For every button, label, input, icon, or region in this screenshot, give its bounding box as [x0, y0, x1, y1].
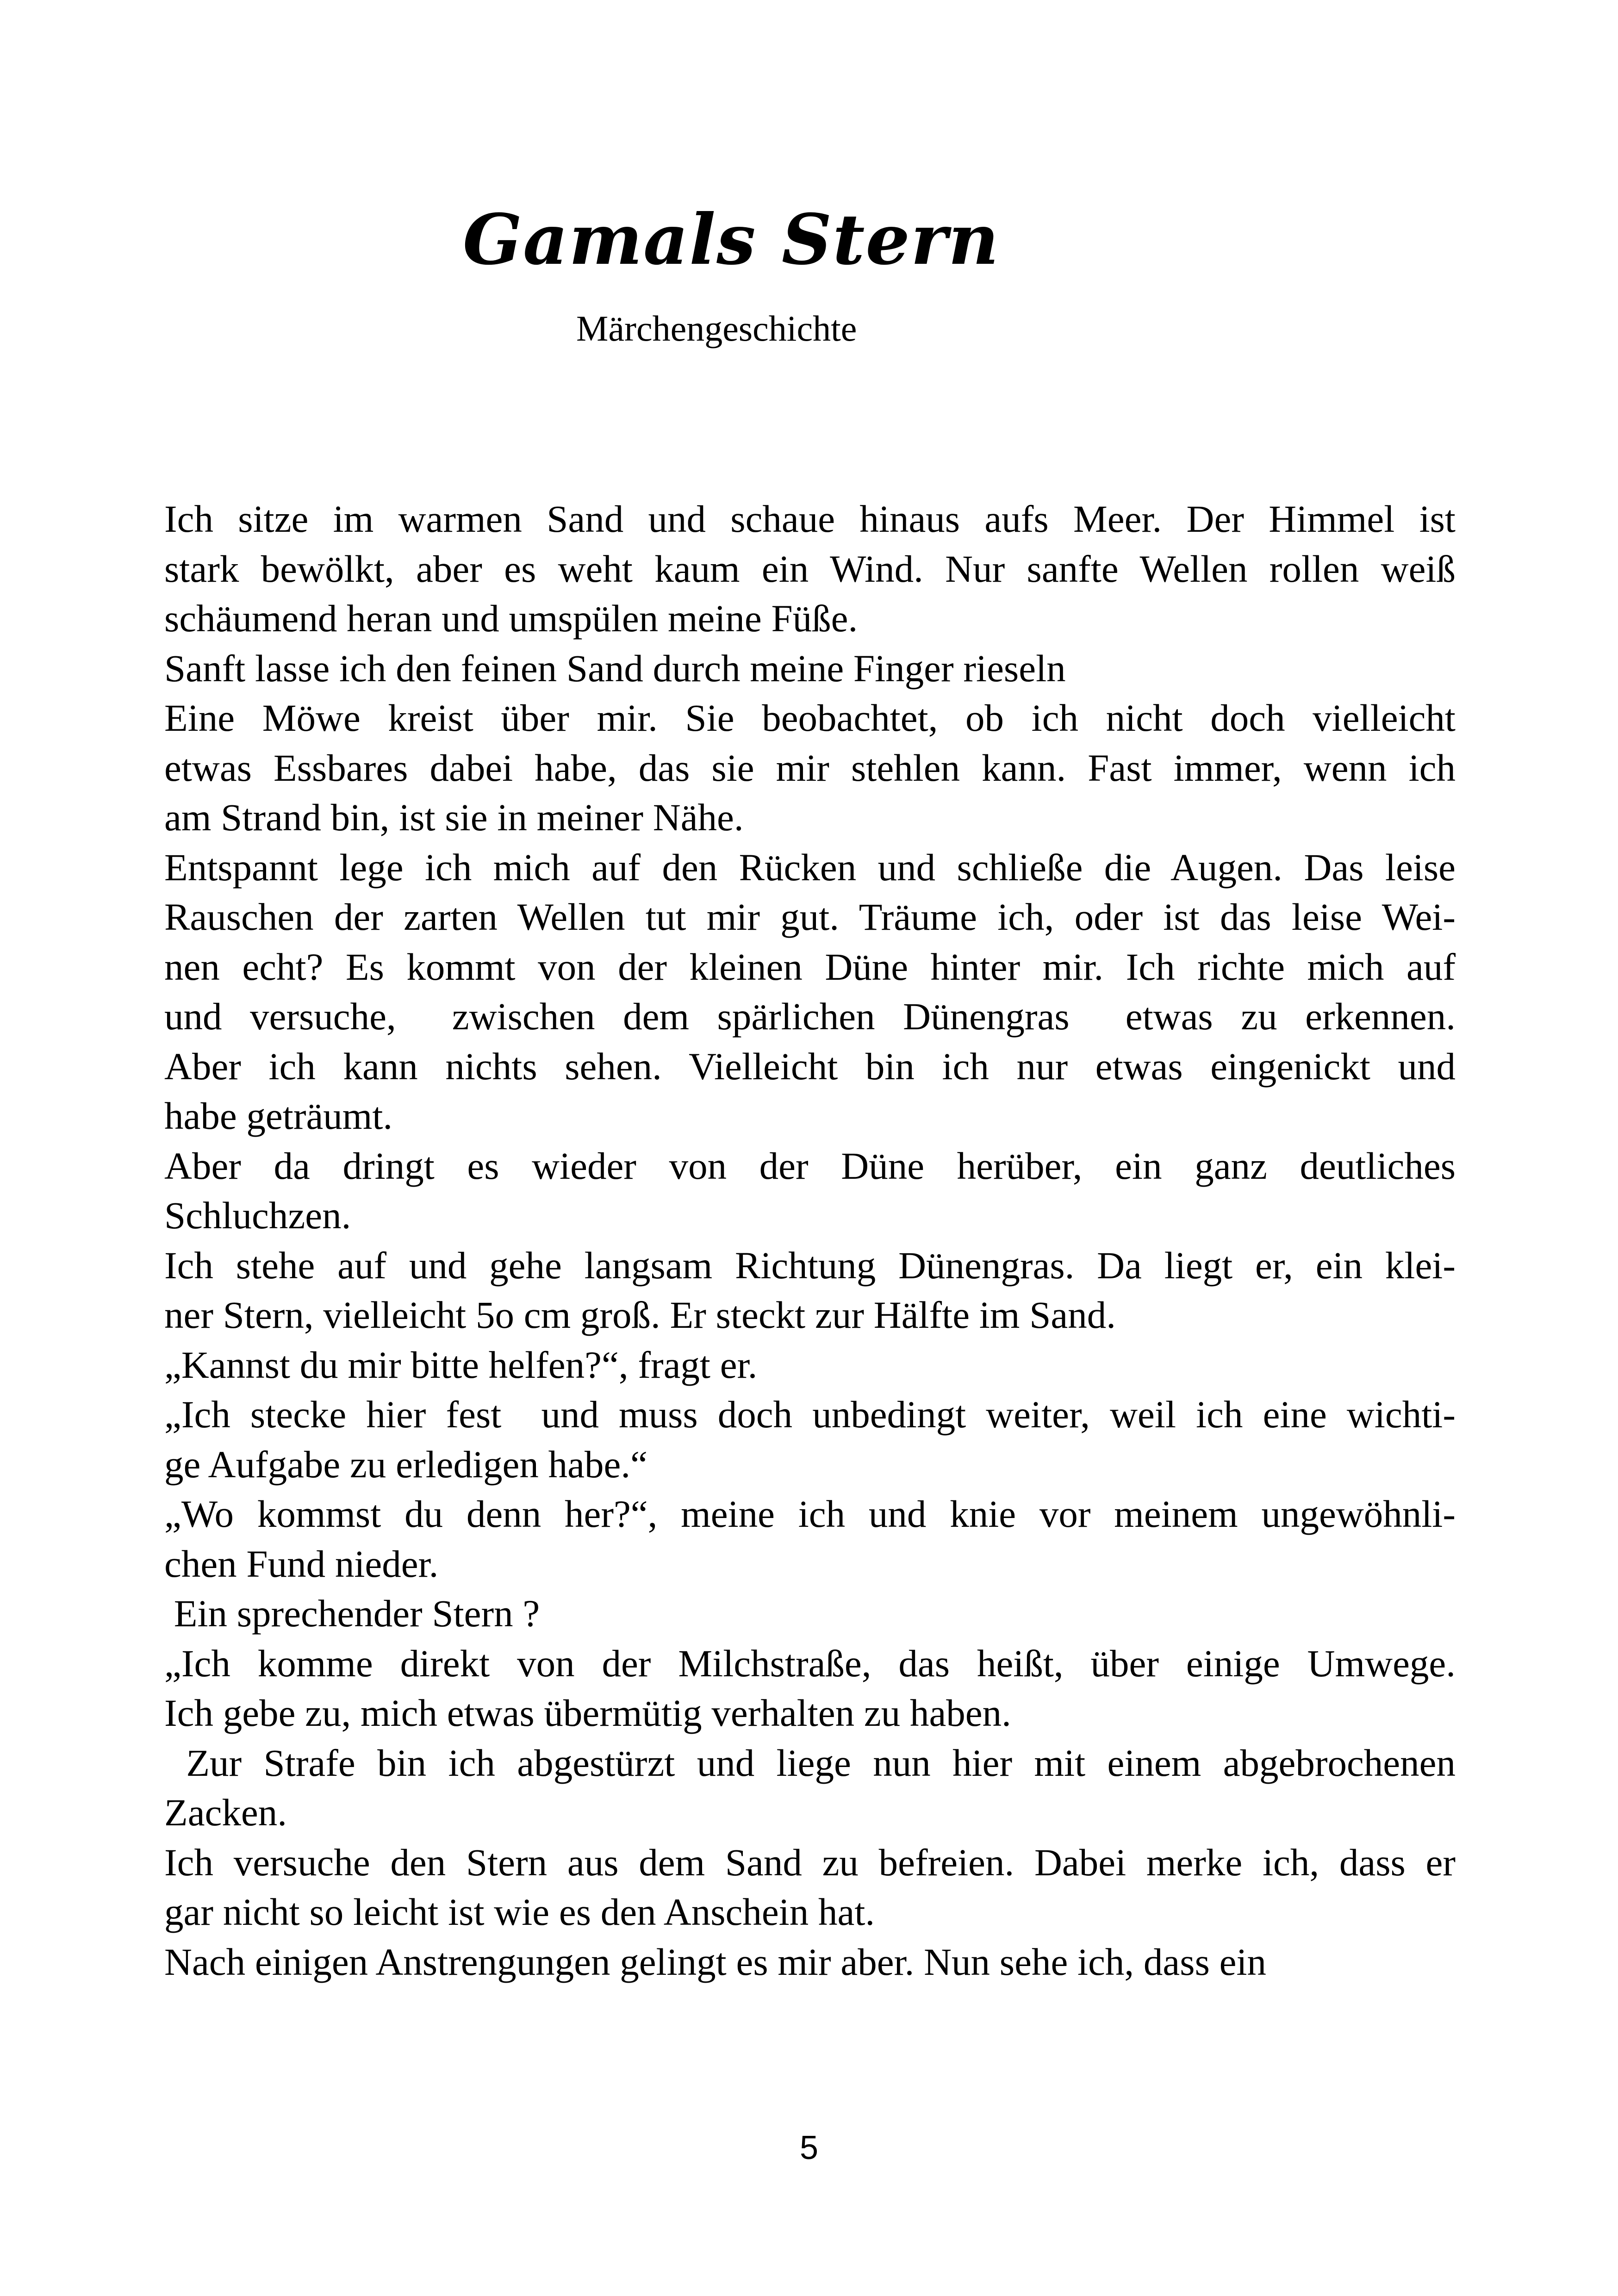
- body-text-line: Ich gebe zu, mich etwas übermütig verhalten zu haben.: [164, 1692, 1011, 1734]
- story-title: Gamals Stern: [463, 199, 1000, 280]
- story-subtitle: Märchengeschichte: [576, 308, 857, 348]
- body-text-line: „Ich stecke hier fest und muss doch unbedingt weiter, weil ich eine wichti-: [164, 1393, 1456, 1436]
- body-text-line: Eine Möwe kreist über mir. Sie beobachtet, ob ich nicht doch vielleicht: [164, 697, 1456, 739]
- body-text-line: Schluchzen.: [164, 1194, 351, 1237]
- body-text-line: Ein sprechender Stern ?: [164, 1592, 540, 1635]
- body-text-line: gar nicht so leicht ist wie es den Anschein hat.: [164, 1891, 875, 1933]
- body-text-line: Ich stehe auf und gehe langsam Richtung Dünengras. Da liegt er, ein klei-: [164, 1244, 1456, 1287]
- body-text-line: Aber ich kann nichts sehen. Vielleicht bin ich nur etwas eingenickt und: [164, 1045, 1456, 1088]
- body-text-line: „Wo kommst du denn her?“, meine ich und knie vor meinem ungewöhnli-: [164, 1493, 1456, 1535]
- body-text-line: chen Fund nieder.: [164, 1542, 439, 1585]
- page-number: 5: [799, 2129, 819, 2166]
- body-text-line: Zacken.: [164, 1791, 287, 1834]
- body-text-line: ner Stern, vielleicht 5o cm groß. Er steckt zur Hälfte im Sand.: [164, 1294, 1116, 1336]
- body-text-line: Aber da dringt es wieder von der Düne herüber, ein ganz deutliches: [164, 1144, 1456, 1187]
- story-body: [164, 494, 1456, 1987]
- body-text-line: Nach einigen Anstrengungen gelingt es mir aber. Nun sehe ich, dass ein: [164, 1940, 1267, 1983]
- body-text-line: Ich versuche den Stern aus dem Sand zu befreien. Dabei merke ich, dass er: [164, 1841, 1456, 1884]
- body-text-line: Entspannt lege ich mich auf den Rücken und schließe die Augen. Das leise: [164, 846, 1456, 889]
- body-text-line: Rauschen der zarten Wellen tut mir gut. Träume ich, oder ist das leise Wei-: [164, 896, 1456, 938]
- body-text-line: „Kannst du mir bitte helfen?“, fragt er.: [164, 1343, 758, 1386]
- body-text-line: habe geträumt.: [164, 1095, 393, 1137]
- body-text-line: „Ich komme direkt von der Milchstraße, das heißt, über einige Umwege.: [164, 1642, 1456, 1685]
- body-text-line: Sanft lasse ich den feinen Sand durch meine Finger rieseln: [164, 647, 1066, 690]
- body-text-line: nen echt? Es kommt von der kleinen Düne hinter mir. Ich richte mich auf: [164, 945, 1456, 988]
- body-text-line: Zur Strafe bin ich abgestürzt und liege nun hier mit einem abgebrochenen: [164, 1741, 1456, 1784]
- body-text-line: etwas Essbares dabei habe, das sie mir stehlen kann. Fast immer, wenn ich: [164, 746, 1456, 789]
- body-text-line: ge Aufgabe zu erledigen habe.“: [164, 1443, 647, 1486]
- body-text-line: schäumend heran und umspülen meine Füße.: [164, 597, 858, 640]
- body-text-line: Ich sitze im warmen Sand und schaue hinaus aufs Meer. Der Himmel ist: [164, 498, 1456, 540]
- body-text-line: am Strand bin, ist sie in meiner Nähe.: [164, 796, 744, 839]
- body-text-line: und versuche, zwischen dem spärlichen Dünengras etwas zu erkennen.: [164, 995, 1456, 1038]
- body-text-line: stark bewölkt, aber es weht kaum ein Wind. Nur sanfte Wellen rollen weiß: [164, 547, 1456, 590]
